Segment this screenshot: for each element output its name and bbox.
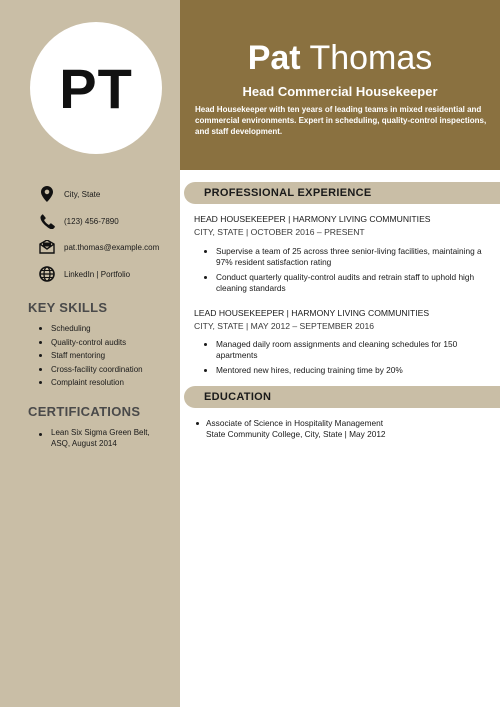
contact-links <box>38 265 178 283</box>
education-section-header <box>184 386 500 408</box>
job-bullet: Conduct quarterly quality-control audits and retrain staff to uphold high cleaning standards <box>204 272 486 294</box>
contact-location <box>38 185 178 203</box>
email-text: pat.thomas@example.com <box>64 242 160 252</box>
job-meta-1: CITY, STATE | OCTOBER 2016 – PRESENT <box>194 227 365 237</box>
job-bullets-2 <box>204 339 486 380</box>
education-school: State Community College, City, State | May 2012 <box>206 429 386 439</box>
skill-item: Complaint resolution <box>38 376 170 390</box>
skills-list <box>38 322 170 390</box>
phone-text: (123) 456-7890 <box>64 216 119 226</box>
job-bullet: Supervise a team of 25 across three senior-living facilities, maintaining a 97% resident satisfaction rating <box>204 246 486 268</box>
job-meta-2: CITY, STATE | MAY 2012 – SEPTEMBER 2016 <box>194 321 375 331</box>
job-bullet: Managed daily room assignments and cleaning schedules for 150 apartments <box>204 339 486 361</box>
links-text[interactable]: LinkedIn | Portfolio <box>64 269 131 279</box>
skill-item: Scheduling <box>38 322 170 336</box>
contact-phone <box>38 212 178 230</box>
education-degree: Associate of Science in Hospitality Management <box>206 418 384 428</box>
skill-item: Quality-control audits <box>38 336 170 350</box>
job-title-2: LEAD HOUSEKEEPER | HARMONY LIVING COMMUNITIES <box>194 308 430 318</box>
last-name: Thomas <box>309 39 433 77</box>
avatar <box>30 22 162 154</box>
contact-email <box>38 238 178 256</box>
location-text: City, State <box>64 189 101 199</box>
skills-heading: KEY SKILLS <box>28 300 108 315</box>
globe-icon <box>38 265 56 283</box>
summary: Head Housekeeper with ten years of leading teams in mixed residential and commercial environments. Expert in scheduling, quality-control inspections, and staff development. <box>195 105 487 136</box>
education-heading: EDUCATION <box>204 391 272 403</box>
job-title-1: HEAD HOUSEKEEPER | HARMONY LIVING COMMUNITIES <box>194 214 431 224</box>
certifications-heading: CERTIFICATIONS <box>28 404 141 419</box>
job-title: Head Commercial Housekeeper <box>242 84 438 99</box>
phone-icon <box>38 212 56 230</box>
skill-item: Cross-facility coordination <box>38 363 170 377</box>
email-icon <box>38 238 56 256</box>
job-bullet: Mentored new hires, reducing training time by 20% <box>204 365 486 376</box>
education-entry <box>194 418 490 440</box>
experience-section-header <box>184 182 500 204</box>
candidate-name <box>180 38 500 78</box>
skill-item: Staff mentoring <box>38 349 170 363</box>
experience-heading: PROFESSIONAL EXPERIENCE <box>204 187 372 199</box>
certification-item: Lean Six Sigma Green Belt, ASQ, August 2014 <box>38 428 170 449</box>
location-pin-icon <box>38 185 56 203</box>
job-bullets-1 <box>204 246 486 298</box>
certifications-list <box>38 428 170 449</box>
first-name: Pat <box>247 39 301 77</box>
avatar-initials: PT <box>59 56 133 120</box>
